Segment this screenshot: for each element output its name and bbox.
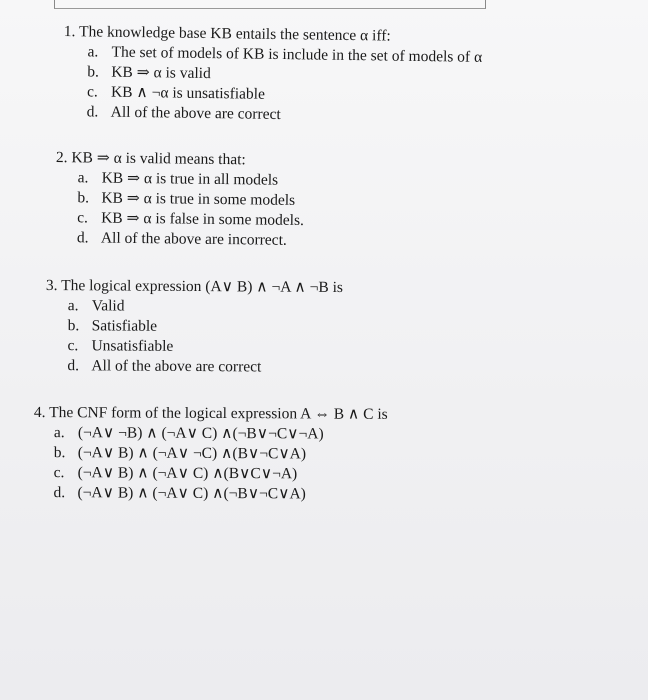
option-label: d. xyxy=(76,229,89,247)
question-2 xyxy=(55,148,305,251)
option-text: (¬A∨ B) ∧ (¬A∨ C) ∧(¬B∨¬C∨A) xyxy=(77,484,306,503)
option-text: All of the above are correct xyxy=(91,357,262,376)
option-d xyxy=(53,483,387,505)
option-text: Satisfiable xyxy=(91,317,158,335)
option-d xyxy=(87,102,482,128)
option-label: d. xyxy=(53,484,66,502)
option-text: Valid xyxy=(91,297,125,315)
option-b xyxy=(68,316,343,338)
option-label: a. xyxy=(87,43,99,61)
option-label: a. xyxy=(67,297,79,315)
option-text: Unsatisfiable xyxy=(91,337,174,355)
option-text: KB ⇒ α is valid xyxy=(111,63,211,83)
question-text: 4. The CNF form of the logical expression A ⇔ B ∧ C is xyxy=(33,404,388,423)
option-d xyxy=(77,228,304,251)
option-label: d. xyxy=(86,103,99,121)
option-label: c. xyxy=(53,464,65,482)
option-label: d. xyxy=(67,357,80,375)
question-text: 1. The knowledge base KB entails the sentence α iff: xyxy=(63,22,391,45)
option-c xyxy=(77,208,304,231)
question-text: 3. The logical expression (A∨ B) ∧ ¬A ∧ ¬B is xyxy=(45,276,344,297)
option-label: b. xyxy=(67,317,80,335)
option-label: b. xyxy=(87,63,100,81)
option-a xyxy=(54,423,388,445)
option-text: KB ∧ ¬α is unsatisfiable xyxy=(110,83,266,103)
option-label: b. xyxy=(77,189,90,207)
question-1 xyxy=(63,22,483,128)
option-b xyxy=(54,443,388,465)
option-text: (¬A∨ B) ∧ (¬A∨ C) ∧(B∨C∨¬A) xyxy=(77,464,298,483)
option-c xyxy=(67,336,342,358)
option-text: (¬A∨ ¬B) ∧ (¬A∨ C) ∧(¬B∨¬C∨¬A) xyxy=(77,424,324,443)
option-a xyxy=(78,168,305,191)
option-label: a. xyxy=(53,424,65,442)
top-box-frame xyxy=(54,0,486,9)
question-text: 2. KB ⇒ α is valid means that: xyxy=(55,148,246,169)
options-list xyxy=(77,168,305,251)
option-label: c. xyxy=(67,337,79,355)
option-label: c. xyxy=(86,83,98,101)
option-text: KB ⇒ α is true in some models xyxy=(101,189,296,209)
option-a xyxy=(68,296,343,318)
option-text: The set of models of KB is include in the set of models of α xyxy=(111,43,483,66)
option-c xyxy=(54,463,388,485)
option-text: All of the above are correct xyxy=(110,103,281,124)
option-text: KB ⇒ α is true in all models xyxy=(101,169,279,189)
option-d xyxy=(67,356,342,378)
options-list xyxy=(87,42,483,128)
option-text: KB ⇒ α is false in some models. xyxy=(101,209,305,230)
option-text: All of the above are incorrect. xyxy=(100,229,287,249)
option-b xyxy=(77,188,304,211)
options-list xyxy=(67,296,343,378)
option-label: a. xyxy=(77,169,89,187)
option-label: b. xyxy=(53,444,66,462)
options-list xyxy=(53,423,387,505)
option-label: c. xyxy=(77,209,89,227)
question-3 xyxy=(45,276,343,378)
option-text: (¬A∨ B) ∧ (¬A∨ ¬C) ∧(B∨¬C∨A) xyxy=(77,444,307,463)
question-4 xyxy=(33,403,387,505)
